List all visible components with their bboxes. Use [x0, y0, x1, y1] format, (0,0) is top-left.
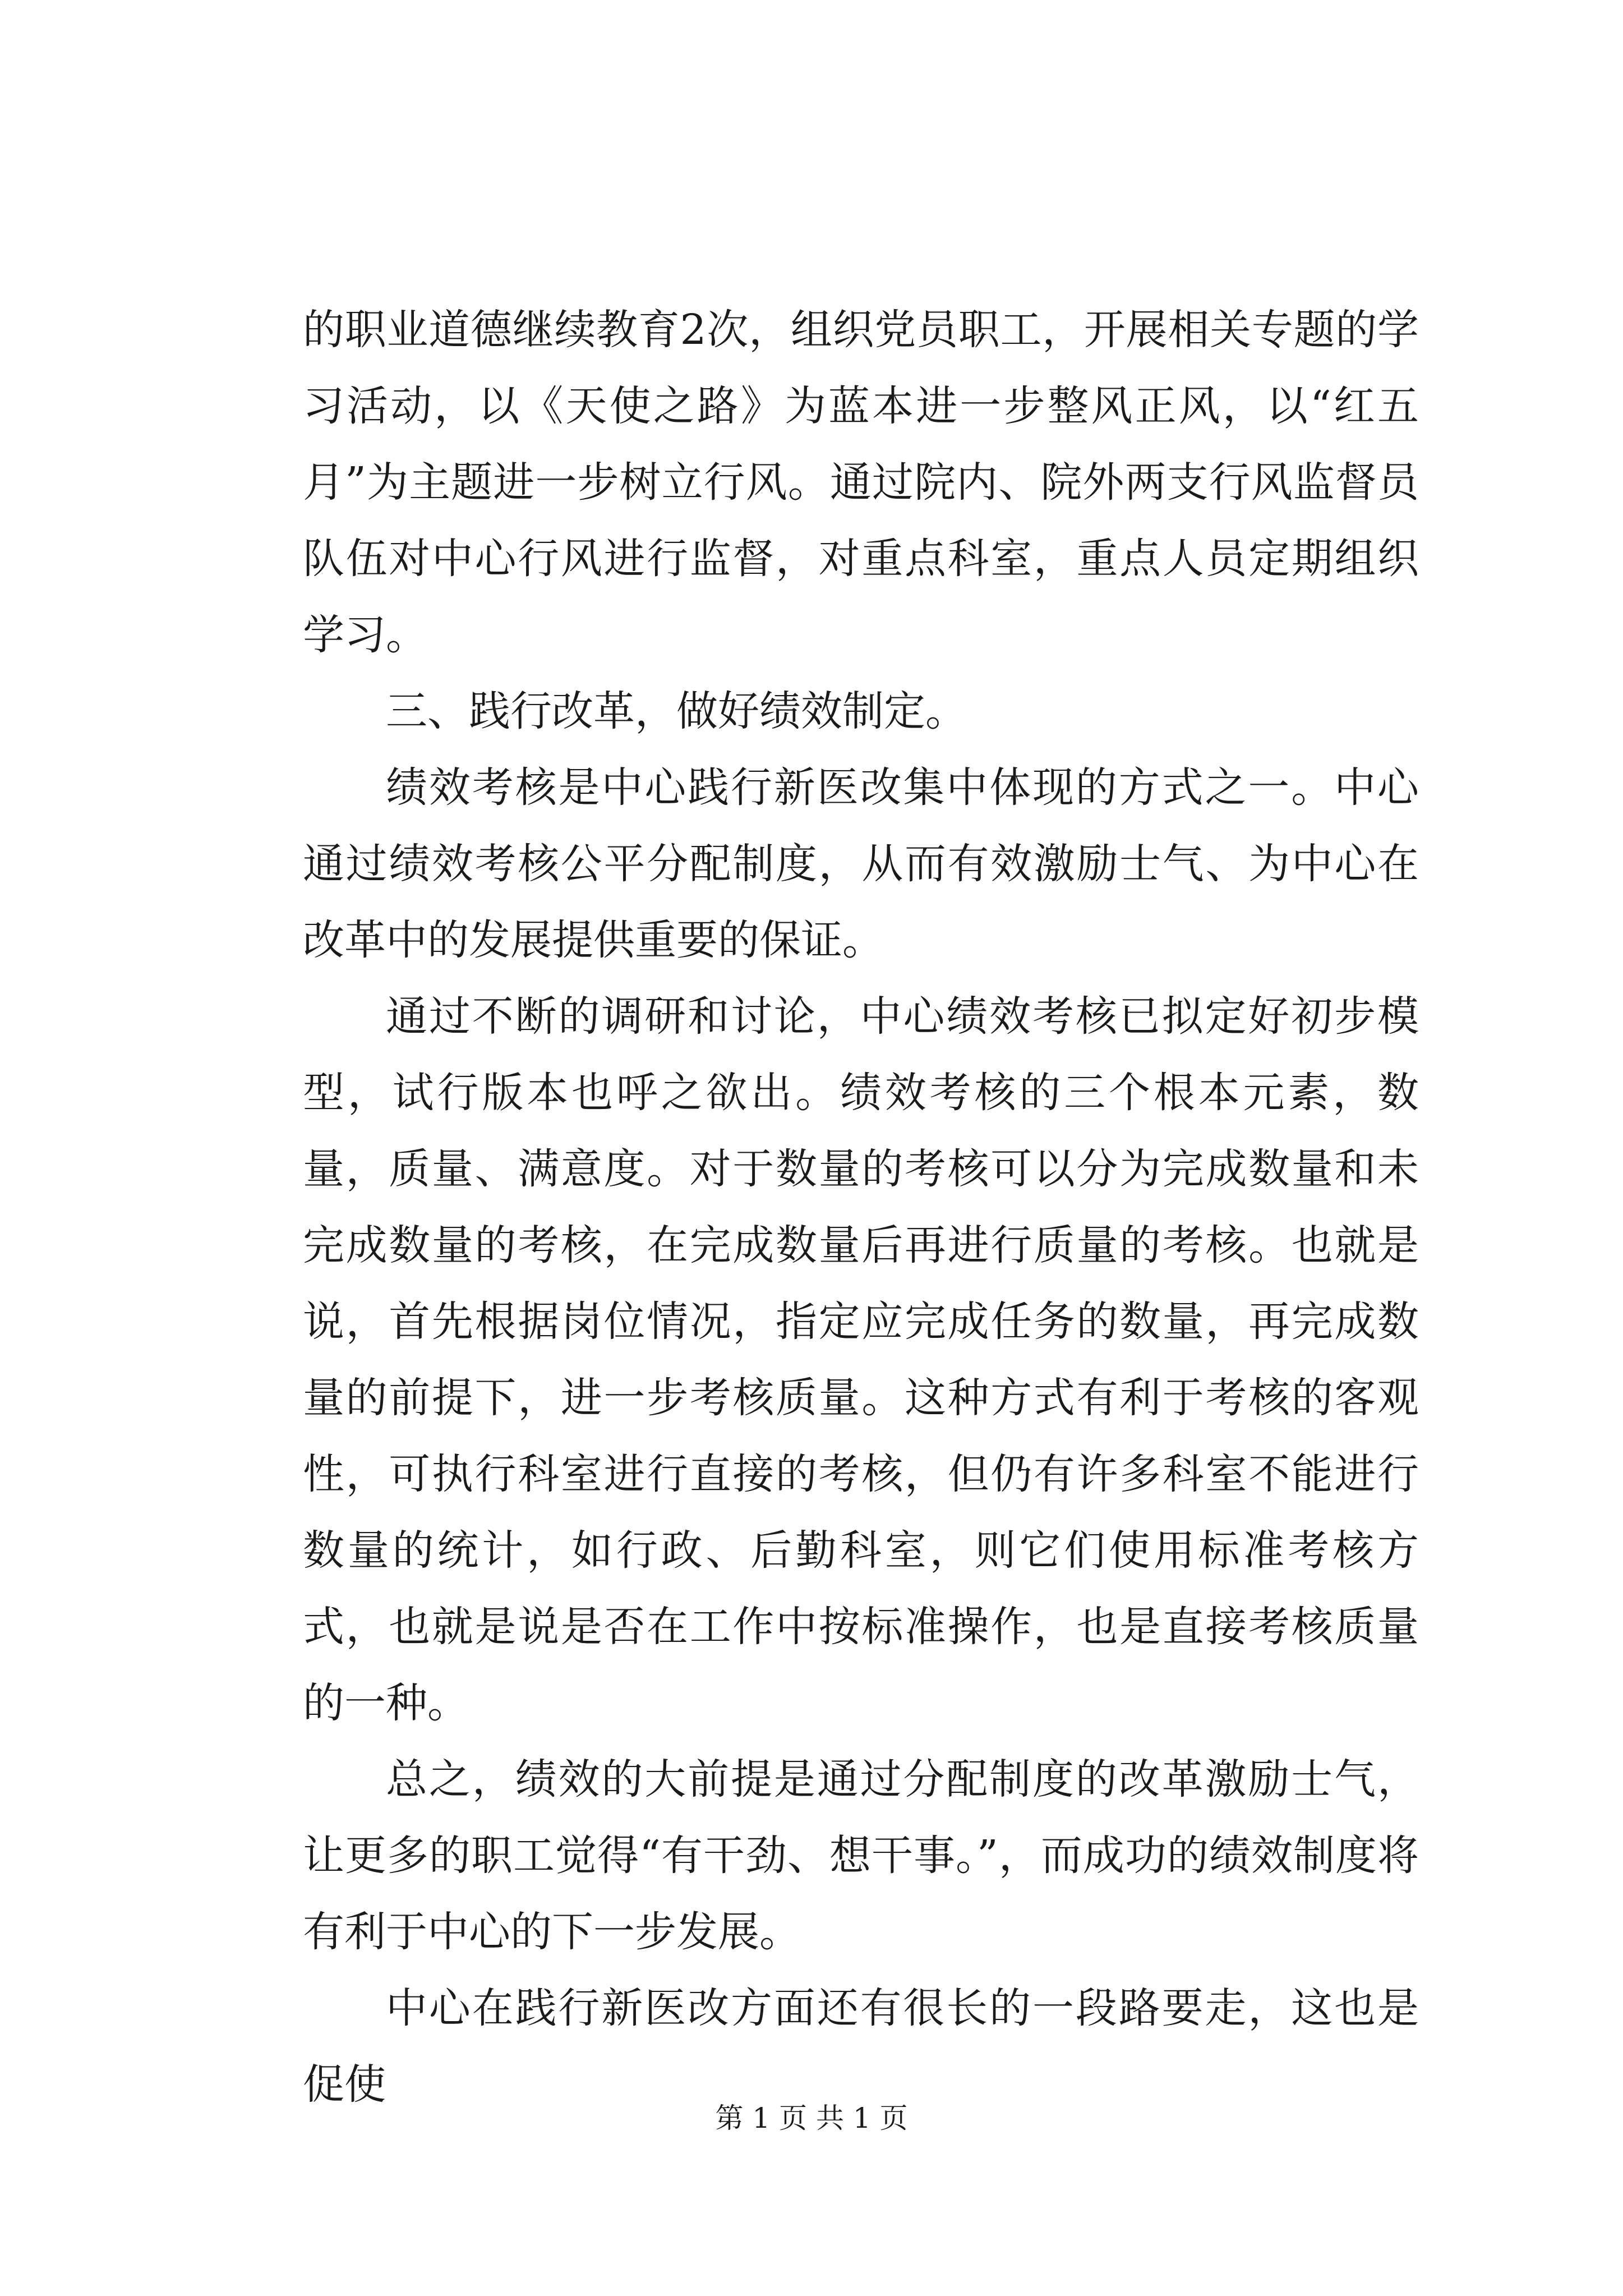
paragraph-performance-intro: 绩效考核是中心践行新医改集中体现的方式之一。中心通过绩效考核公平分配制度，从而有效激励士气、为中心在改革中的发展提供重要的保证。 — [303, 763, 1419, 964]
page-footer: 第 1 页 共 1 页 — [715, 2102, 908, 2134]
section-heading-3: 三、践行改革，做好绩效制定。 — [386, 687, 967, 735]
paragraph-summary: 总之，绩效的大前提是通过分配制度的改革激励士气，让更多的职工觉得“有干劲、想干事。”，而成功的绩效制度将有利于中心的下一步发展。 — [303, 1755, 1419, 1956]
document-body — [303, 292, 1419, 2123]
paragraph-continuation: 的职业道德继续教育2次，组织党员职工，开展相关专题的学习活动，以《天使之路》为蓝本进一步整风正风，以“红五月”为主题进一步树立行风。通过院内、院外两支行风监督员队伍对中心行风进行监督，对重点科室，重点人员定期组织学习。 — [303, 306, 1419, 659]
paragraph-closing: 中心在践行新医改方面还有很长的一段路要走，这也是促使 — [303, 1984, 1419, 2109]
paragraph-performance-model: 通过不断的调研和讨论，中心绩效考核已拟定好初步模型，试行版本也呼之欲出。绩效考核的三个根本元素，数量，质量、满意度。对于数量的考核可以分为完成数量和未完成数量的考核，在完成数量后再进行质量的考核。也就是说，首先根据岗位情况，指定应完成任务的数量，再完成数量的前提下，进一步考核质量。这种方式有利于考核的客观性，可执行科室进行直接的考核，但仍有许多科室不能进行数量的统计，如行政、后勤科室，则它们使用标准考核方式，也就是说是否在工作中按标准操作，也是直接考核质量的一种。 — [303, 992, 1419, 1727]
